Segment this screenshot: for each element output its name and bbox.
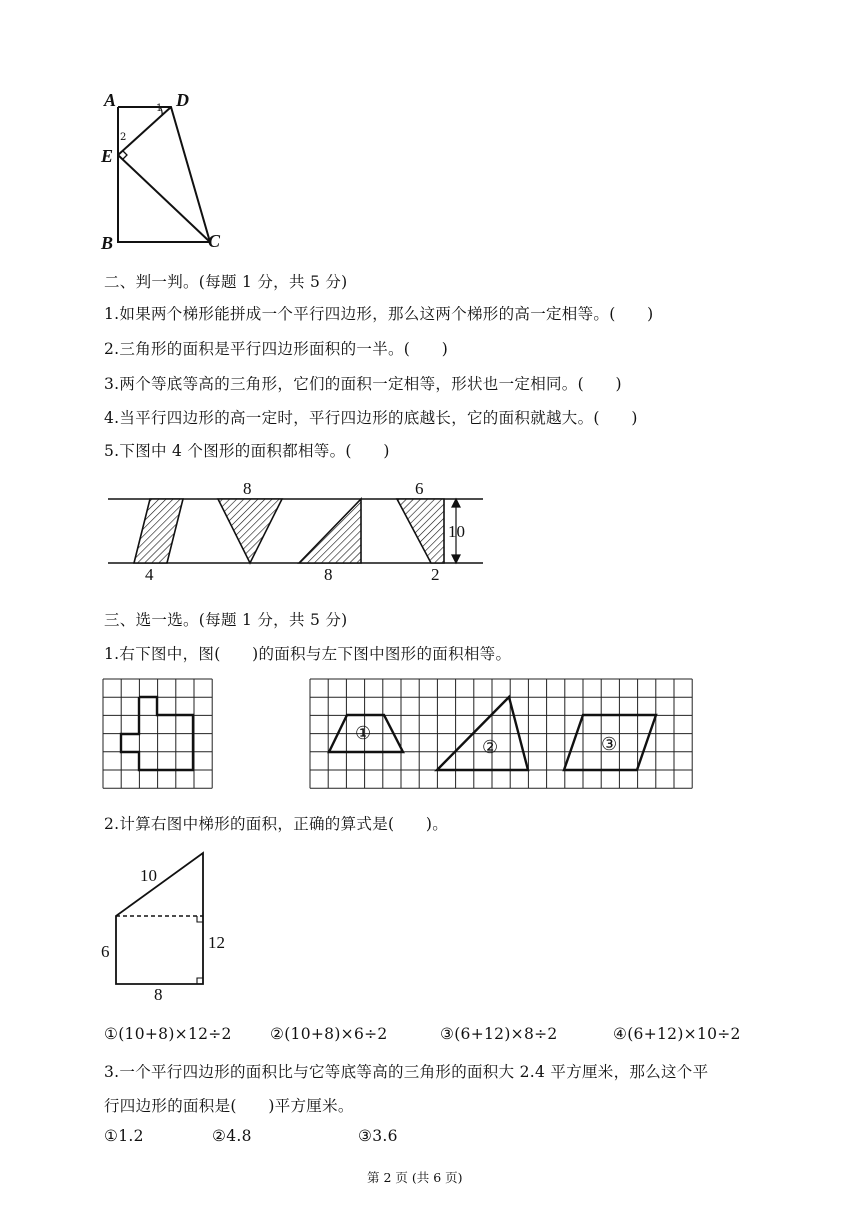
section3-question-1: 1.右下图中，图( )的面积与左下图中图形的面积相等。 (104, 645, 512, 663)
label-top-6: 6 (415, 479, 424, 498)
section3-question-3-line1: 3.一个平行四边形的面积比与它等底等高的三角形的面积大 2.4 平方厘米，那么这个平 (104, 1063, 709, 1081)
q3-option-3: ③3.6 (358, 1127, 398, 1145)
label-c: C (208, 231, 221, 251)
label-right-12: 12 (208, 933, 225, 952)
section2-item-2: 2.三角形的面积是平行四边形面积的一半。( ) (104, 340, 449, 358)
q2-option-3: ③(6+12)×8÷2 (440, 1025, 558, 1043)
label-left-6: 6 (101, 942, 110, 961)
label-a: A (104, 90, 117, 110)
angle-1-label: 1 (156, 103, 163, 114)
q2-option-2: ②(10+8)×6÷2 (270, 1025, 388, 1043)
section2-item-1: 1.如果两个梯形能拼成一个平行四边形，那么这两个梯形的高一定相等。( ) (104, 305, 654, 323)
label-height-10: 10 (448, 522, 465, 541)
section3-heading: 三、选一选。(每题 1 分，共 5 分) (104, 611, 348, 629)
angle-2-label: 2 (120, 132, 127, 143)
q3-option-2: ②4.8 (212, 1127, 252, 1145)
label-bottom-4: 4 (145, 565, 154, 584)
q2-option-4: ④(6+12)×10÷2 (613, 1025, 741, 1043)
label-e: E (101, 146, 114, 166)
q3-option-1: ①1.2 (104, 1127, 144, 1145)
section3-question-2: 2.计算右图中梯形的面积，正确的算式是( )。 (104, 815, 449, 833)
page-footer: 第 2 页 (共 6 页) (367, 1170, 463, 1185)
label-bottom-8: 8 (324, 565, 333, 584)
choice-2-marker: ② (482, 737, 499, 758)
section2-item-3: 3.两个等底等高的三角形，它们的面积一定相等，形状也一定相同。( ) (104, 375, 622, 393)
label-d: D (176, 90, 189, 110)
section2-item-5: 5.下图中 4 个图形的面积都相等。( ) (104, 442, 390, 460)
label-bottom-2: 2 (431, 565, 440, 584)
choice-1-marker: ① (355, 723, 372, 744)
choice-3-marker: ③ (601, 734, 618, 755)
label-slant-10: 10 (140, 866, 157, 885)
section2-heading: 二、判一判。(每题 1 分，共 5 分) (104, 273, 348, 291)
label-bottom-8: 8 (154, 985, 163, 1004)
label-top-8: 8 (243, 479, 252, 498)
q2-option-1: ①(10+8)×12÷2 (104, 1025, 232, 1043)
section2-item-4: 4.当平行四边形的高一定时，平行四边形的底越长，它的面积就越大。( ) (104, 409, 638, 427)
label-b: B (101, 233, 114, 253)
section3-question-3-line2: 行四边形的面积是( )平方厘米。 (104, 1097, 354, 1115)
